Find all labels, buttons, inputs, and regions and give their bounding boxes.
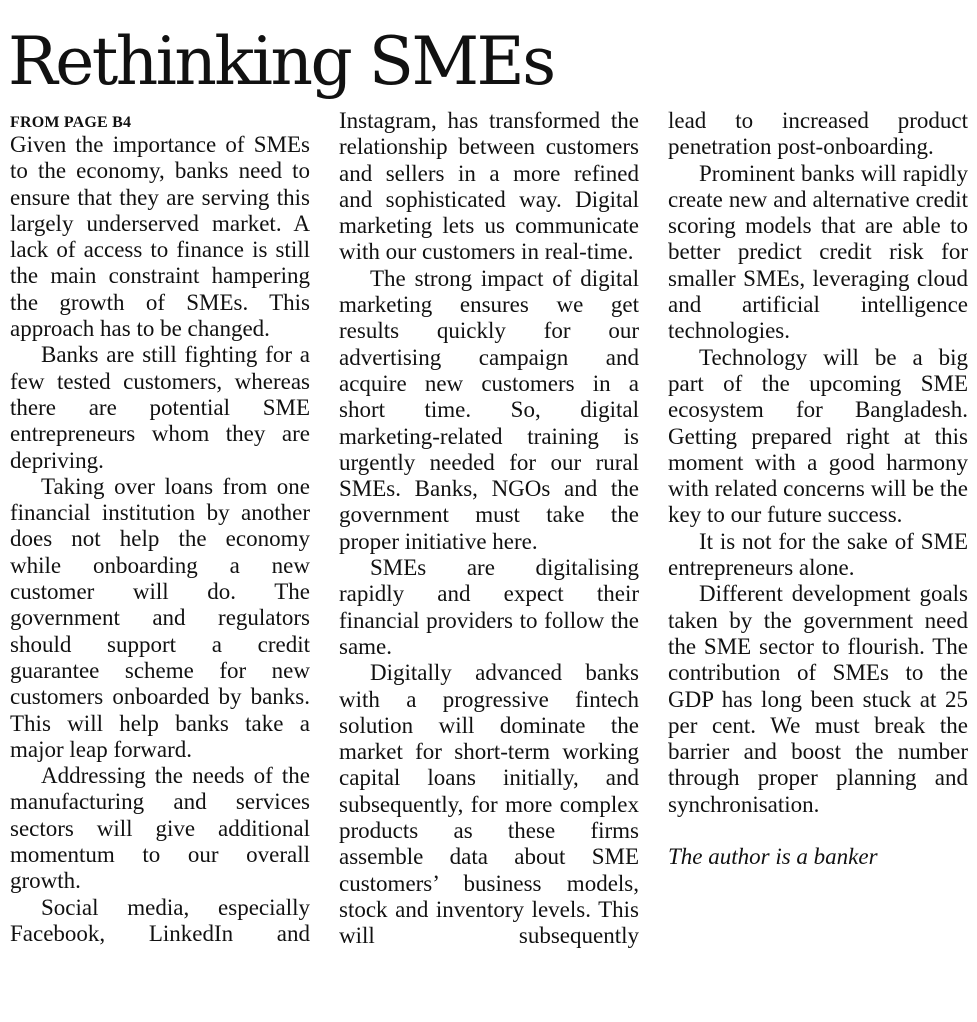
headline: Rethinking SMEs	[8, 23, 554, 100]
paragraph: Addressing the needs of the manufacturing and services sectors will give additional momentum to our overall growth.	[10, 763, 310, 894]
column-3	[668, 108, 968, 1013]
paragraph: SMEs are digitalising rapidly and expect their financial providers to follow the same.	[339, 555, 639, 659]
paragraph: Banks are still fighting for a few tested customers, whereas there are potential SME entrepreneurs whom they are depriving.	[10, 342, 310, 473]
article-body	[10, 108, 968, 1013]
paragraph-continued: lead to increased product penetration post-onboarding.	[668, 108, 968, 160]
paragraph: Taking over loans from one financial institution by another does not help the economy while onboarding a new customer will do. The government and regulators should support a credit guarantee scheme for new customers onboarded by banks. This will help banks take a major leap forward.	[10, 473, 310, 762]
paragraph: It is not for the sake of SME entrepreneurs alone.	[668, 528, 968, 581]
paragraph: The strong impact of digital marketing ensures we get results quickly for our advertising campaign and acquire new customers in a short time. So, digital marketing-related training is urgently needed for our rural SMEs. Banks, NGOs and the government must take the proper initiative here.	[339, 265, 639, 554]
continued-from-label: FROM PAGE B4	[10, 114, 132, 131]
paragraph: Given the importance of SMEs to the economy, banks need to ensure that they are serving this largely underserved market. A lack of access to finance is still the main constraint hampering the growth of SMEs. This approach has to be changed.	[10, 132, 310, 342]
column-2	[339, 108, 639, 1013]
column-1	[10, 108, 310, 1013]
author-byline: The author is a banker	[668, 844, 878, 870]
paragraph-continued: Instagram, has transformed the relationship between customers and sellers in a more refined and sophisticated way. Digital marketing lets us communicate with our customers in real-time.	[339, 108, 639, 265]
paragraph: Digitally advanced banks with a progressive fintech solution will dominate the market for short-term working capital loans initially, and subsequently, for more complex products as these firms assemble data about SME customers’ business models, stock and inventory levels. This will subsequently	[339, 660, 639, 949]
paragraph: Different development goals taken by the government need the SME sector to flourish. The contribution of SMEs to the GDP has long been stuck at 25 per cent. We must break the barrier and boost the number through proper planning and synchronisation.	[668, 581, 968, 817]
paragraph: Prominent banks will rapidly create new and alternative credit scoring models that are able to better predict credit risk for smaller SMEs, leveraging cloud and artificial intelligence technologies.	[668, 160, 968, 344]
paragraph: Technology will be a big part of the upcoming SME ecosystem for Bangladesh. Getting prepared right at this moment with a good harmony with related concerns will be the key to our future success.	[668, 344, 968, 528]
paragraph: Social media, especially Facebook, LinkedIn and	[10, 894, 310, 946]
